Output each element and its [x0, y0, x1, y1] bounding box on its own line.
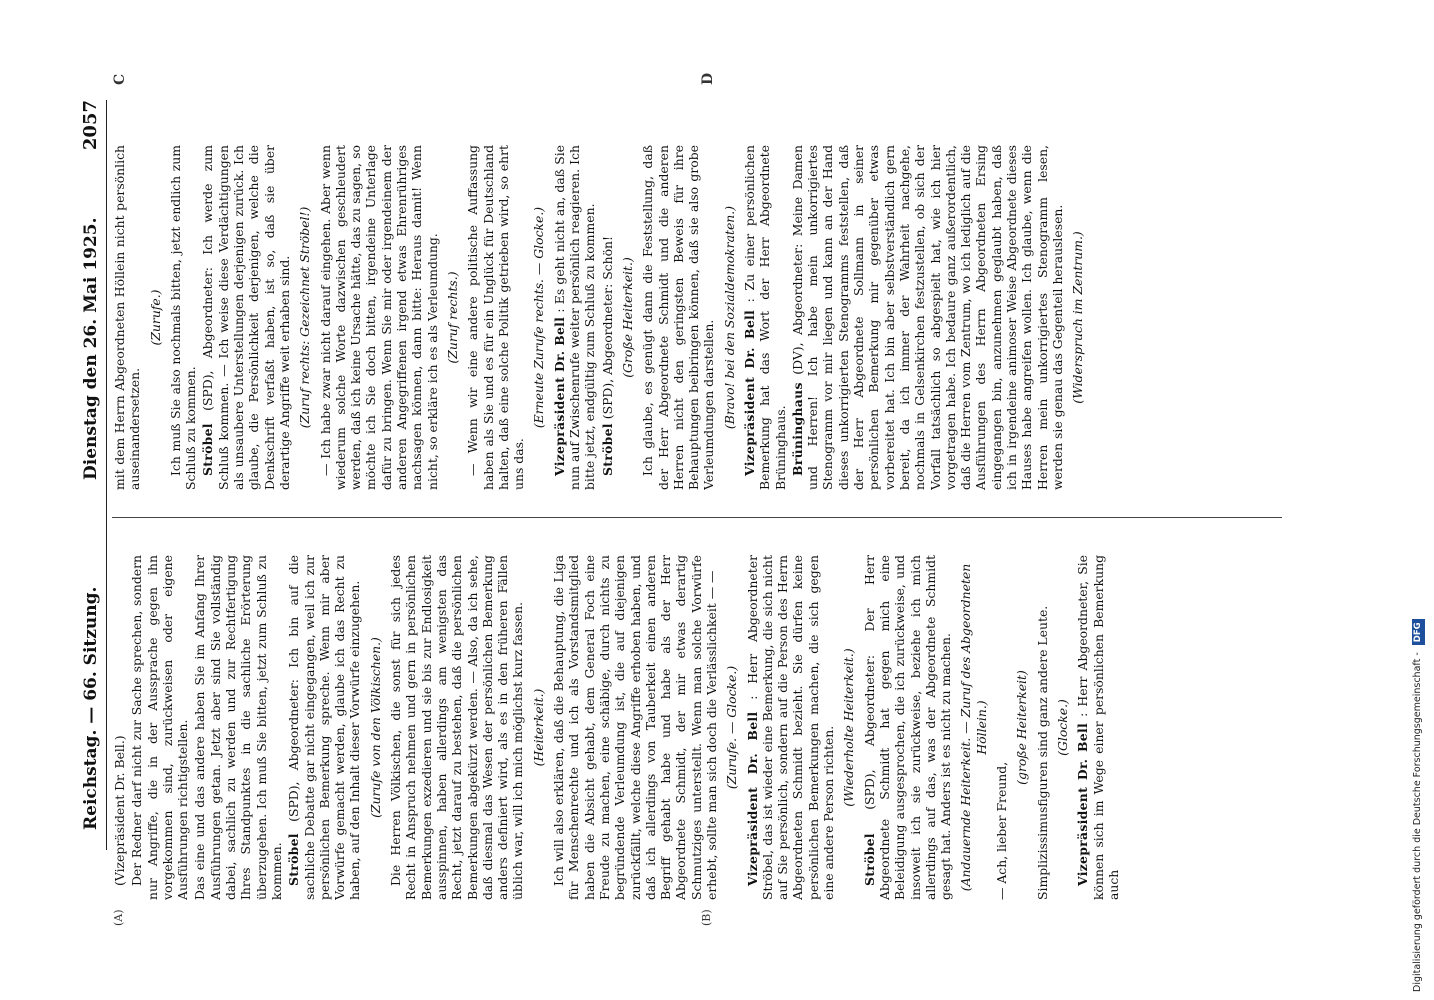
interjection: (Zurufe von den Völkischen.) — [367, 637, 383, 818]
body-paragraph: mit dem Herrn Abgeordneten Höllein nicht persönlich auseinandersetzen. — [112, 145, 143, 490]
speaker-name: Vizepräsident Dr. Bell — [1075, 722, 1091, 886]
speech-paragraph — [552, 145, 598, 490]
speaker-name: Ströbel — [599, 423, 615, 476]
header-left: Reichstag. — 66. Sitzung. — [81, 586, 101, 830]
interjection: (Zuruf rechts: Gezeichnet Ströbel!) — [297, 206, 313, 429]
body-paragraph: Ich glaube, es genügt dann die Feststellung, daß der Herr Abgeordnete Schmidt und die anderen Herren nicht den geringsten Beweis für ihre Behauptungen beibringen können, daß sie also grobe Verleumdungen darstellen. — [640, 145, 717, 490]
column-divider — [112, 517, 1282, 518]
speaker-name: Ströbel — [286, 833, 302, 886]
digitization-credit — [1408, 0, 1428, 1000]
speech-text: : Zu einer persönlichen Bemerkung hat das Wort der Herr Abgeordnete Brüninghaus. — [741, 145, 788, 490]
speech-text: : Herr Abgeordneter Ströbel, das ist wieder eine Bemerkung, die sich nicht auf Sie persönlich, sondern auf die Person des Herrn Abgeordneten Schmidt bezieht. Sie dürfen keine persönlichen Bemerkungen machen, die sich gegen eine andere Person richten. — [744, 555, 837, 900]
interjection: (Widerspruch im Zentrum.) — [1070, 231, 1086, 404]
page-header — [80, 100, 107, 850]
speech-paragraph — [286, 555, 362, 900]
body-paragraph: Die Herren Völkischen, die sonst für sich jedes Recht in Anspruch nehmen und gern in persönlichen Bemerkungen exzedieren und sie bis zur Endlosigkeit ausspinnen, haben allerdings am wenigsten das Recht, jetzt darauf zu bestehen, daß die persönlichen Bemerkungen abgekürzt werden. — Also, da ich sehe, daß diesmal das Wesen der persönlichen Bemerkung anders definiert wird, als es in den früheren Fällen üblich war, will ich mich möglichst kurz fassen. — [388, 555, 526, 900]
interjection: (große Heiterkeit) — [1014, 670, 1030, 785]
interjection: (Zuruf rechts.) — [444, 271, 460, 364]
speech-paragraph — [790, 145, 1065, 490]
credit-text: Digitalisierung gefördert durch die Deutsche Forschungsgemeinschaft - — [1412, 652, 1423, 992]
interjection: (Glocke.) — [1054, 699, 1070, 756]
body-paragraph: Der Redner darf nicht zur Sache sprechen, sondern nur Angriffe, die in der Aussprache gegen ihn vorgekommen sind, zurückweisen oder eigene Ausführungen richtigstellen. — [129, 555, 191, 900]
speech-text: (SPD), Abgeordneter: Ich bin auf die sachliche Debatte gar nicht eingegangen, weil ich zur persönlichen Bemerkung spreche. Wenn mir aber Vorwürfe gemacht werden, glaube ich das Recht zu haben, auf den Inhalt dieser Vorwürfe einzugehen. — [286, 555, 363, 900]
interjection: (Wiederholte Heiterkeit.) — [841, 648, 857, 807]
body-paragraph: Simplizissimusfiguren sind ganz andere Leute. — [1034, 605, 1050, 900]
body-paragraph: Ich will also erklären, daß die Behauptung, die Liga für Menschenrechte und ich als Vorstandsmitglied haben die Absicht gehabt, dem General Foch eine Freude zu machen, eine schäbige, durch nichts zu begründende Verleumdung ist, die auf diejenigen zurückfällt, welche diese Angriffe erhoben haben, und daß ich allerdings von Tauberkeit einen anderen Begriff gehabt habe und habe als der Herr Abgeordnete Schmidt, der mir etwas derartig Schmutziges unterstellt. Wenn man solche Vorwürfe erhebt, sollte man sich doch die Verlässlichkeit — — — [551, 555, 719, 900]
interjection: (Große Heiterkeit.) — [619, 257, 635, 378]
speaker-name: Vizepräsident Dr. Bell — [741, 309, 757, 476]
speech-text: (SPD), Abgeordneter: Ich werde zum Schluß kommen. — Ich weise diese Verdächtigungen als unsaubere Unterstellungen derjenigen zurück. Ich glaube, die Persönlichkeit derjenigen, welche die Denkschrift verfaßt haben, ist so, daß sie über derartige Angriffe weit erhaben sind. — [200, 145, 292, 490]
header-date: Dienstag den 26. Mai 1925. — [81, 217, 101, 480]
margin-marker-b: (B) — [700, 909, 713, 926]
body-paragraph: (Vizepräsident Dr. Bell.) — [112, 735, 127, 886]
body-paragraph: — Ach, lieber Freund, — [994, 761, 1010, 900]
body-paragraph: — Wenn wir eine andere politische Auffassung haben als Sie und es für ein Unglück für Deutschland halten, daß eine solche Politik getrieben wird, so ehrt uns das. — [465, 145, 527, 490]
speaker-name: Vizepräsident Dr. Bell — [744, 711, 760, 886]
left-column — [112, 555, 1292, 900]
speech-text: (DV), Abgeordneter: Meine Damen und Herren! Ich habe mein unkorrigiertes Stenogramm vor mir liegen und kann an der Hand dieses unkorrigierten Stenogramms feststellen, daß der Herr Abgeordnete Sollmann in seiner persönlichen Bemerkung mir gegenüber etwas vorbereitet hat. Ich bin aber selbstverständlich gern bereit, da ich immer der Wahrheit nachgehe, nochmals in Gelsenkirchen festzustellen, ob sich der Vorfall tatsächlich so abgespielt hat, wie ich hier vorgetragen habe. Ich bedaure ganz außerordentlich, daß die Herren vom Zentrum, wo ich lediglich auf die Ausführungen des Herrn Abgeordneten Ersing eingegangen bin, anzunehmen geglaubt haben, daß ich in irgendeine animoser Weise Abgeordnete dieses Hauses habe angreifen wollen. Ich glaube, wenn die Herren mein unkorrigiertes Stenogramm lesen, werden sie genau das Gegenteil herauslesen. — [789, 145, 1065, 490]
margin-marker-d: D — [700, 72, 716, 85]
speech-text: : Es geht nicht an, daß Sie nun auf Zwischenrufe weiter persönlich reagieren. Ich bitte jetzt, endgültig zum Schluß zu kommen. — [551, 145, 598, 490]
interjection: (Erneute Zurufe rechts. — Glocke.) — [531, 206, 547, 429]
speech-paragraph — [742, 145, 788, 490]
dfg-logo: DFG — [1412, 619, 1425, 645]
speech-paragraph — [600, 145, 615, 490]
body-paragraph: Ich muß Sie also nochmals bitten, jetzt endlich zum Schluß zu kommen. — [167, 145, 199, 490]
speaker-name: Ströbel — [861, 833, 877, 886]
interjection: (Andauernde Heiterkeit. — Zuruf des Abgeordneten Höllein.) — [958, 563, 989, 892]
right-column — [112, 145, 1292, 490]
speech-text: (SPD), Abgeordneter: Der Herr Abgeordnete Schmidt hat gegen mich eine Beleidigung ausgesprochen, die ich zurückweise, und insoweit ich sie zurückweise, beziehe ich mich allerdings auf das, was der Abgeordnete Schmidt gesagt hat. Anders ist es nicht zu machen. — [861, 555, 954, 900]
margin-marker-c: C — [112, 73, 128, 85]
interjection: (Zurufe.) — [147, 289, 163, 346]
body-paragraph: Das eine und das andere haben Sie im Anfang Ihrer Ausführungen getan. Jetzt aber sind Sie vollständig dabei, sachlich zu werden und zur Rechtfertigung Ihres Standpunktes in die sachliche Erörterung überzugehen. Ich muß Sie bitten, jetzt zum Schluß zu kommen. — [192, 555, 284, 900]
speaker-name: Brüninghaus — [789, 382, 805, 476]
speech-paragraph — [862, 555, 954, 900]
speech-text: : Herr Abgeordneter, Sie können sich im Wege einer persönlichen Bemerkung auch — [1075, 555, 1121, 900]
margin-marker-a: (A) — [112, 909, 125, 926]
page-number: 2057 — [80, 100, 101, 151]
speech-text: (SPD), Abgeordneter: Schön! — [599, 235, 615, 424]
body-paragraph: — Ich habe zwar nicht darauf eingehen. Aber wenn wiederum solche Worte dazwischen geschleudert werden, daß ich keine Ursache hätte, das zu sagen, so möchte ich Sie doch bitten, irgendeine Unterlage dafür zu bringen. Wenn Sie mir oder irgendeinem der anderen Angegriffenen irgend etwas Ehrenrühriges nachsagen können, dann bitte: Heraus damit! Wenn nicht, so erkläre ich es als Verleumdung. — [317, 145, 440, 490]
speaker-name: Vizepräsident Dr. Bell — [551, 316, 567, 476]
speech-paragraph — [745, 555, 837, 900]
interjection: (Heiterkeit.) — [530, 688, 546, 767]
speaker-name: Ströbel — [200, 423, 216, 476]
interjection: (Zurufe. — Glocke.) — [724, 665, 740, 790]
speech-paragraph — [200, 145, 292, 490]
interjection: (Bravo! bei den Sozialdemokraten.) — [721, 205, 737, 430]
speech-paragraph — [1075, 555, 1121, 900]
